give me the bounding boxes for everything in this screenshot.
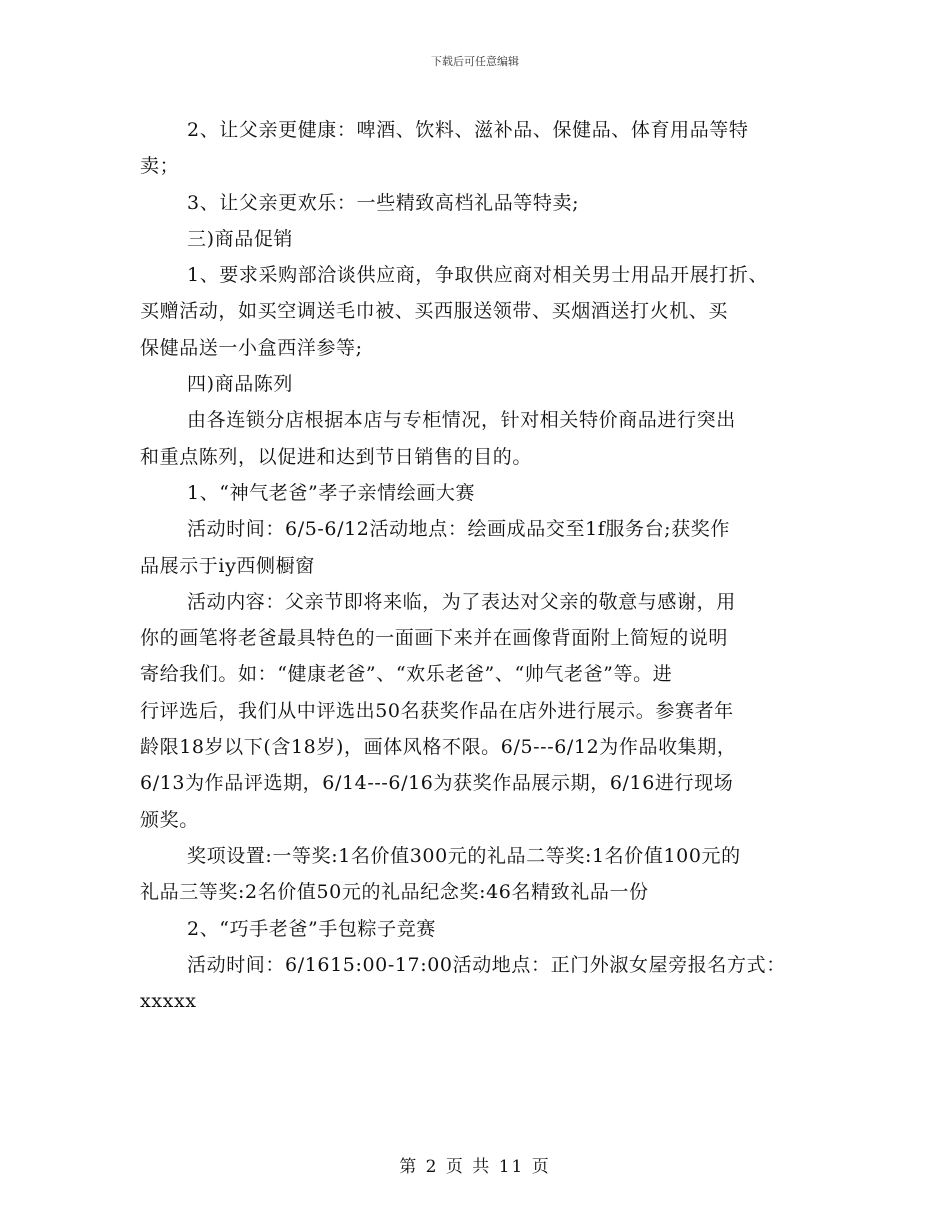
paragraph-line: 颁奖。	[140, 808, 199, 831]
paragraph-line: 活动内容：父亲节即将来临，为了表达对父亲的敬意与感谢，用	[187, 590, 736, 613]
header-note: 下载后可任意编辑	[431, 55, 519, 68]
paragraph-line: 寄给我们。如：“健康老爸”、“欢乐老爸”、“帅气老爸”等。进	[140, 663, 673, 686]
activity-title: 2、“巧手老爸”手包粽子竞赛	[187, 917, 436, 940]
paragraph-line: 龄限18岁以下(含18岁)，画体风格不限。6/5---6/12为作品收集期，	[140, 736, 737, 759]
section-heading: 三)商品促销	[187, 227, 294, 250]
page-footer: 第 2 页 共 11 页	[399, 1157, 551, 1177]
paragraph-line: 3、让父亲更欢乐：一些精致高档礼品等特卖;	[187, 191, 580, 214]
paragraph-line: 活动时间：6/1615:00-17:00活动地点：正门外淑女屋旁报名方式：	[187, 953, 786, 976]
paragraph-line: 6/13为作品评选期，6/14---6/16为获奖作品展示期，6/16进行现场	[140, 772, 734, 795]
paragraph-line: 由各连锁分店根据本店与专柜情况，针对相关特价商品进行突出	[187, 409, 736, 432]
paragraph-line: 活动时间：6/5-6/12活动地点：绘画成品交至1f服务台;获奖作	[187, 518, 730, 541]
paragraph-line: 和重点陈列，以促进和达到节日销售的目的。	[140, 445, 533, 468]
paragraph-line: 品展示于iy西侧橱窗	[140, 554, 315, 577]
paragraph-line: 1、要求采购部洽谈供应商，争取供应商对相关男士用品开展打折、	[187, 264, 769, 287]
paragraph-line: 行评选后，我们从中评选出50名获奖作品在店外进行展示。参赛者年	[140, 699, 734, 722]
activity-title: 1、“神气老爸”孝子亲情绘画大赛	[187, 481, 476, 504]
paragraph-line: 奖项设置:一等奖:1名价值300元的礼品二等奖:1名价值100元的	[187, 844, 741, 867]
paragraph-line: 礼品三等奖:2名价值50元的礼品纪念奖:46名精致礼品一份	[140, 881, 649, 904]
paragraph-line: xxxxx	[140, 990, 197, 1013]
paragraph-line: 2、让父亲更健康：啤酒、饮料、滋补品、保健品、体育用品等特	[187, 119, 749, 141]
document-body	[140, 112, 830, 1019]
paragraph-line: 你的画笔将老爸最具特色的一面画下来并在画像背面附上简短的说明	[140, 627, 729, 650]
paragraph-line: 卖；	[140, 155, 180, 178]
section-heading: 四)商品陈列	[187, 373, 294, 396]
paragraph-line: 买赠活动，如买空调送毛巾被、买西服送领带、买烟酒送打火机、买	[140, 300, 729, 323]
paragraph-line: 保健品送一小盒西洋参等;	[140, 336, 363, 359]
